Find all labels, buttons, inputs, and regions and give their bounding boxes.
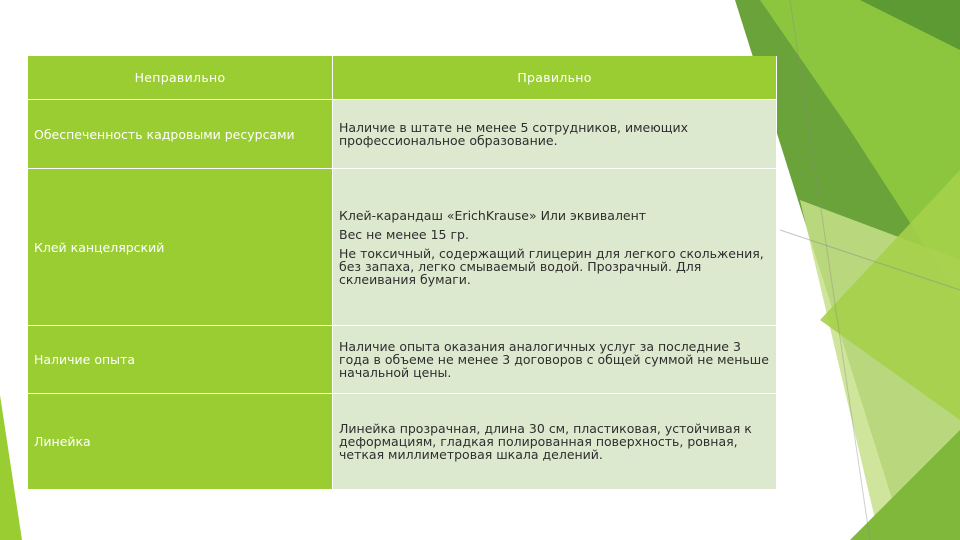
row-label-glue: Клей канцелярский: [28, 169, 333, 326]
table-row: [28, 394, 777, 490]
row-value-staffing: [333, 100, 777, 169]
row-value-experience: [333, 326, 777, 394]
row-value-text: Не токсичный, содержащий глицерин для легкого скольжения, без запаха, легко смываемый водой. Прозрачный. Для склеивания бумаги.: [339, 245, 764, 287]
row-label-staffing: Обеспеченность кадровыми ресурсами: [28, 100, 333, 169]
comparison-table: [28, 56, 777, 490]
row-label-ruler: Линейка: [28, 394, 333, 490]
row-value-text: Линейка прозрачная, длина 30 см, пластиковая, устойчивая к деформациям, гладкая полированная поверхность, ровная, четкая миллиметровая шкала делений.: [339, 421, 752, 462]
row-label-experience: Наличие опыта: [28, 326, 333, 394]
column-header-wrong: Неправильно: [28, 56, 333, 100]
row-value-text: Наличие в штате не менее 5 сотрудников, имеющих профессиональное образование.: [339, 120, 689, 148]
decor-shape-left-triangle: [0, 395, 22, 540]
row-value-ruler: [333, 394, 777, 490]
row-value-text: Наличие опыта оказания аналогичных услуг за последние 3 года в объеме не менее 3 договоров с общей суммой не меньше начальной цены.: [339, 339, 769, 380]
row-value-text: Клей-карандаш «ErichKrause» Или эквивалент: [339, 207, 647, 223]
column-header-right: Правильно: [333, 56, 777, 100]
table-row: [28, 326, 777, 394]
table-row: [28, 100, 777, 169]
table-header-row: [28, 56, 777, 100]
table-row: [28, 169, 777, 326]
row-value-glue: [333, 169, 777, 326]
row-value-text: Вес не менее 15 гр.: [339, 226, 469, 242]
